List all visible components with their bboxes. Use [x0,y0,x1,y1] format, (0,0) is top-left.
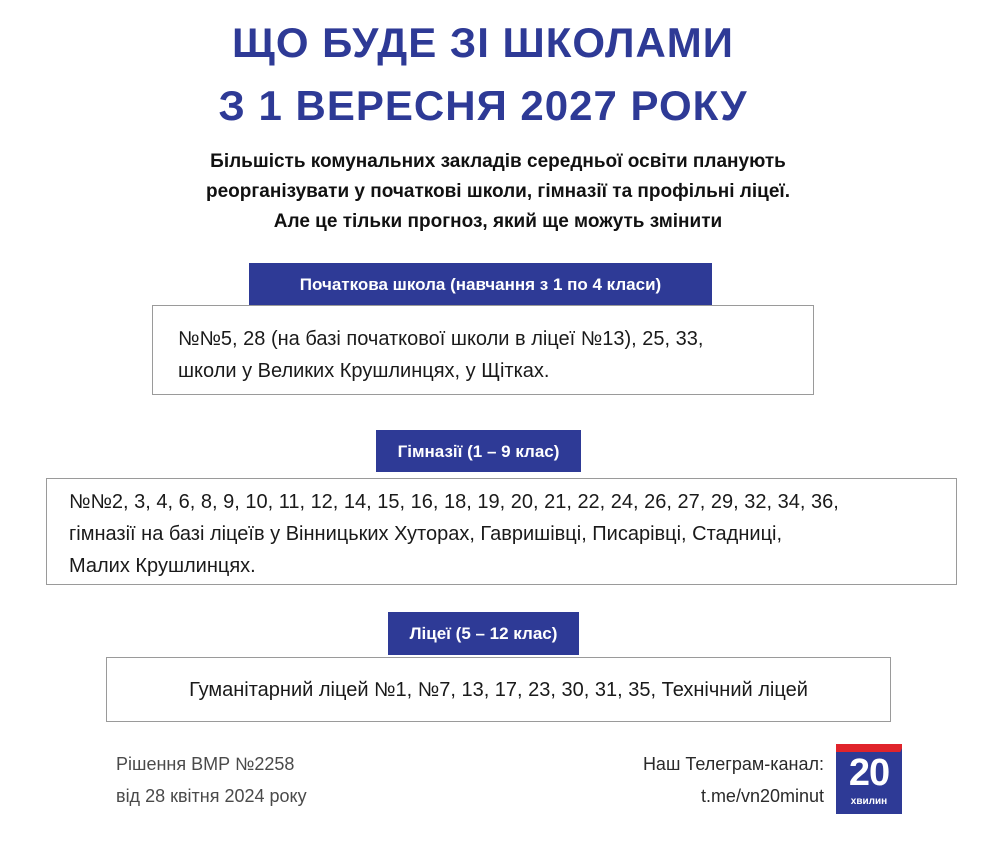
20-khvylyn-logo-icon [832,740,904,816]
subtitle-line-3: Але це тільки прогноз, який ще можуть змінити [273,211,723,232]
logo-number: 20 [848,752,890,794]
logo-accent-stripe [836,744,902,752]
telegram-link[interactable]: t.me/vn20minut [700,786,824,806]
telegram-label: Наш Телеграм-канал: [642,754,824,774]
subtitle-line-2: реорганізувати у початкові школи, гімназії та профільні ліцеї. [205,181,791,202]
subtitle-line-1: Більшість комунальних закладів середньої освіти планують [210,151,786,172]
section-content-lyceum [106,657,891,722]
logo-badge [836,744,902,814]
section-header-gymnasium: Гімназії (1 – 9 клас) [376,430,581,472]
gymnasium-line-2: гімназії на базі ліцеїв у Вінницьких Хуторах, Гавришівці, Писарівці, Стадниці, [69,523,783,545]
page-title-line-1: ЩО БУДЕ ЗІ ШКОЛАМИ [232,19,734,66]
section-content-gymnasium [46,478,957,585]
page-title-line-2: З 1 ВЕРЕСНЯ 2027 РОКУ [218,82,748,129]
gymnasium-line-1: №№2, 3, 4, 6, 8, 9, 10, 11, 12, 14, 15, 16, 18, 19, 20, 21, 22, 24, 26, 27, 29, 32, 34, 36, [69,491,839,513]
primary-school-line-2: школи у Великих Крушлинцях, у Щітках. [178,360,550,382]
decision-reference-line-2: від 28 квітня 2024 року [116,786,307,806]
lyceum-line-1: Гуманітарний ліцей №1, №7, 13, 17, 23, 30, 31, 35, Технічний ліцей [189,679,808,701]
section-header-lyceum: Ліцеї (5 – 12 клас) [388,612,579,655]
decision-reference-line-1: Рішення ВМР №2258 [116,754,295,774]
section-content-primary-school [152,305,814,395]
section-header-primary-school: Початкова школа (навчання з 1 по 4 класи) [249,263,712,305]
gymnasium-line-3: Малих Крушлинцях. [69,555,256,577]
primary-school-line-1: №№5, 28 (на базі початкової школи в ліцеї №13), 25, 33, [178,328,704,350]
logo-caption: хвилин [850,796,888,807]
